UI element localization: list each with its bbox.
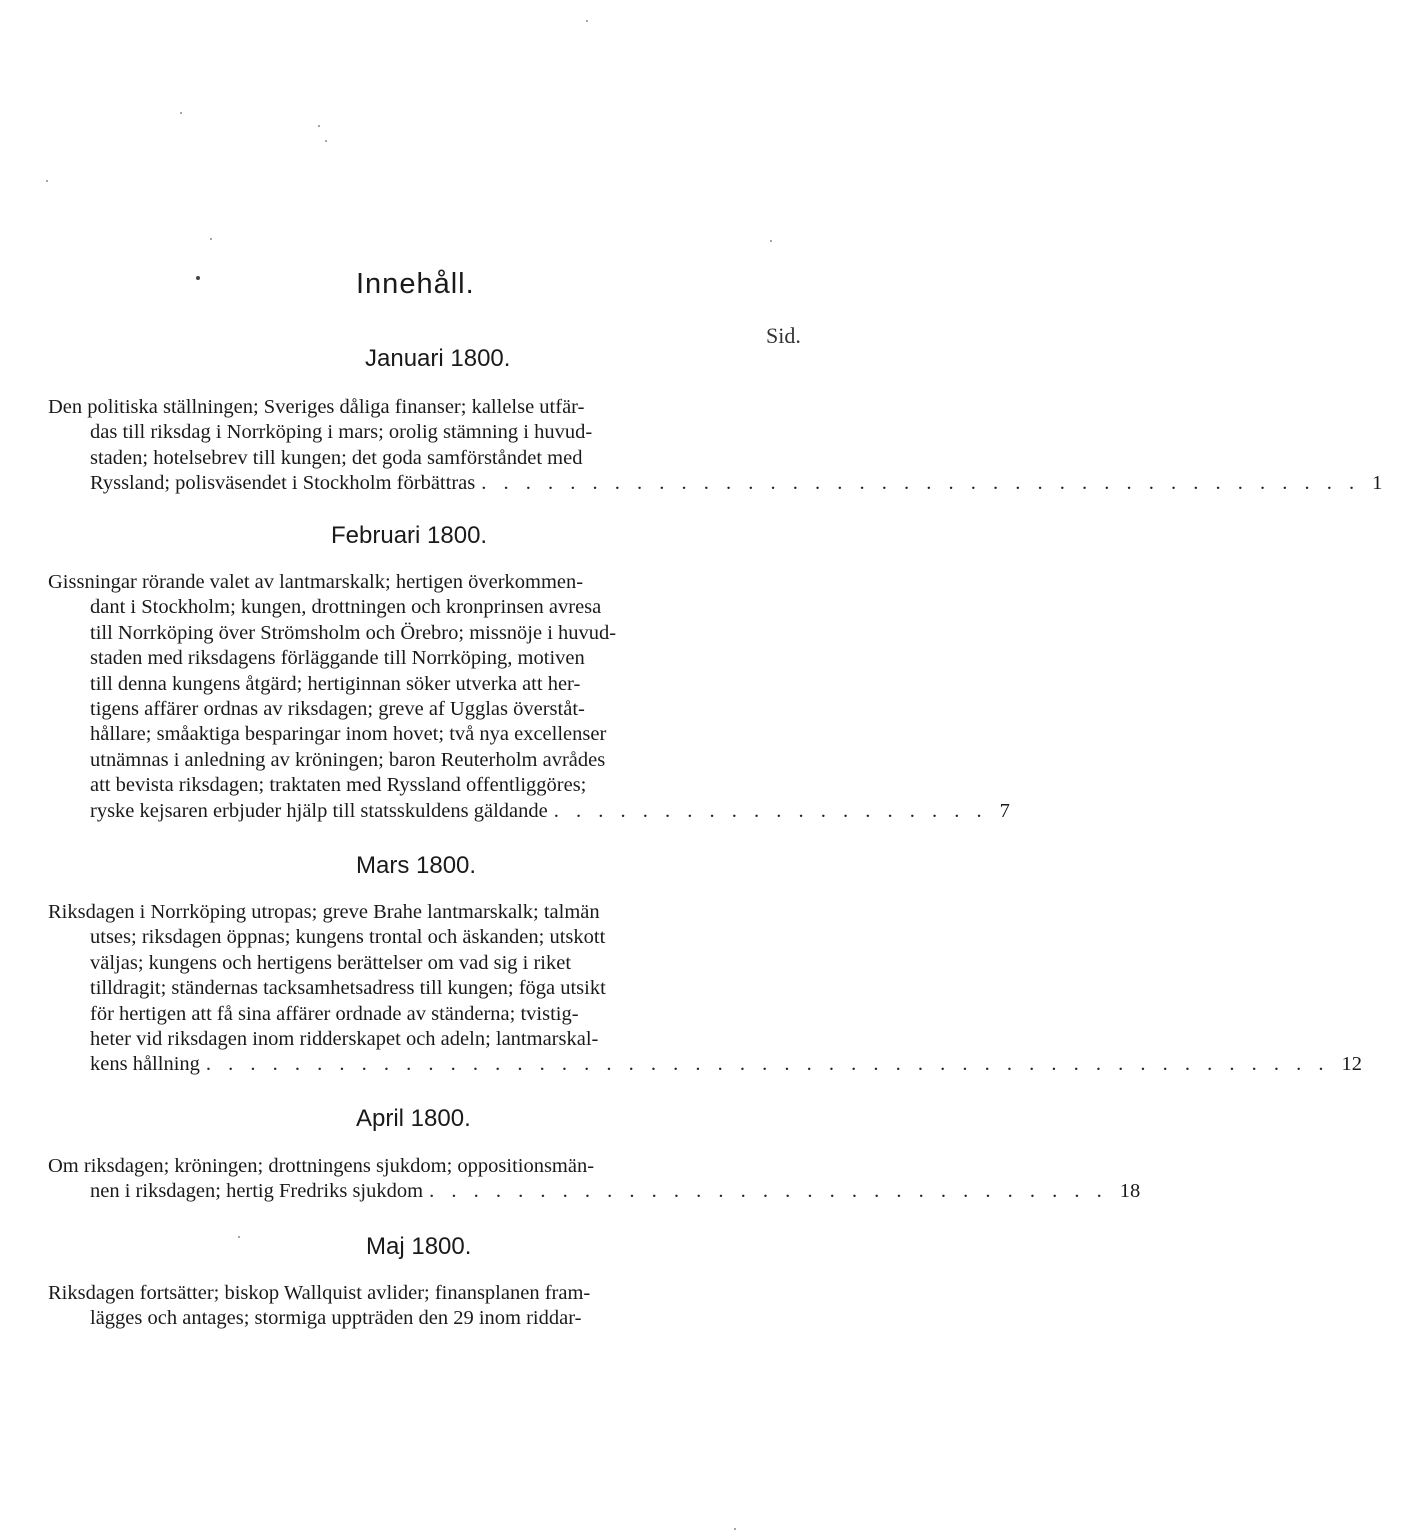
entry-text: ryske kejsaren erbjuder hjälp till statsskuldens gäldande <box>90 799 548 822</box>
page-number: 12 <box>1341 1053 1363 1076</box>
entry-line: utses; riksdagen öppnas; kungens trontal och äskanden; utskott <box>90 926 606 949</box>
entry-line: till denna kungens åtgärd; hertiginnan söker utverka att her- <box>90 672 581 695</box>
entry-line: Den politiska ställningen; Sveriges dåliga finanser; kallelse utfär- <box>48 396 585 418</box>
section-heading-april: April 1800. <box>356 1105 471 1132</box>
page-number: 18 <box>1119 1180 1141 1203</box>
section-heading-maj: Maj 1800. <box>366 1233 472 1260</box>
entry-line: för hertigen att få sina affärer ordnade av ständerna; tvistig- <box>90 1002 579 1025</box>
leader-dots: . . . . . . . . . . . . . . . . . . . . . . . . . . . . . . . <box>429 1180 1108 1203</box>
page-number: 1 <box>1372 472 1383 495</box>
scan-speck <box>180 112 182 114</box>
toc-entry-maj <box>48 1281 805 1332</box>
entry-line: tilldragit; ständernas tacksamhetsadress till kungen; föga utsikt <box>90 977 606 1000</box>
leader-dots: . . . . . . . . . . . . . . . . . . . . <box>553 799 988 822</box>
leader-dots: . . . . . . . . . . . . . . . . . . . . . . . . . . . . . . . . . . . . . . . . . . . . . . . . . . . <box>205 1053 1330 1076</box>
scan-speck <box>586 20 588 22</box>
scan-speck <box>318 125 320 127</box>
entry-line: Riksdagen fortsätter; biskop Wallquist avlider; finansplanen fram- <box>48 1282 591 1304</box>
scan-speck <box>734 1528 736 1530</box>
entry-line-last <box>48 799 1010 824</box>
scan-speck <box>196 276 200 280</box>
entry-line: till Norrköping över Strömsholm och Örebro; missnöje i huvud- <box>90 621 617 644</box>
entry-line: das till riksdag i Norrköping i mars; orolig stämning i huvud- <box>90 421 593 444</box>
entry-text: Ryssland; polisväsendet i Stockholm förbättras <box>90 472 476 495</box>
page-column-label: Sid. <box>766 323 801 348</box>
entry-line: Gissningar rörande valet av lantmarskalk; hertigen överkommen- <box>48 571 584 593</box>
entry-line: staden med riksdagens förläggande till Norrköping, motiven <box>90 647 585 670</box>
section-heading-februari: Februari 1800. <box>331 522 488 549</box>
entry-line: staden; hotelsebrev till kungen; det goda samförståndet med <box>90 446 583 469</box>
entry-line: att bevista riksdagen; traktaten med Ryssland offentliggöres; <box>90 774 587 797</box>
entry-text: nen i riksdagen; hertig Fredriks sjukdom <box>90 1180 424 1203</box>
scan-speck <box>325 140 327 142</box>
entry-line: väljas; kungens och hertigens berättelser om vad sig i riket <box>90 951 572 974</box>
entry-line: Om riksdagen; kröningen; drottningens sjukdom; oppositionsmän- <box>48 1155 595 1177</box>
page-number: 7 <box>999 799 1010 822</box>
entry-line: hållare; småaktiga besparingar inom hovet; två nya excellenser <box>90 723 607 746</box>
scan-speck <box>238 1236 240 1238</box>
scan-speck <box>770 240 772 242</box>
scan-speck <box>210 238 212 240</box>
toc-entry-april <box>48 1154 1141 1205</box>
toc-entry-mars <box>48 900 1363 1078</box>
entry-line: Riksdagen i Norrköping utropas; greve Brahe lantmarskalk; talmän <box>48 901 600 923</box>
entry-text: kens hållning <box>90 1053 200 1076</box>
entry-line: dant i Stockholm; kungen, drottningen och kronprinsen avresa <box>90 596 602 619</box>
section-heading-mars: Mars 1800. <box>356 852 477 879</box>
entry-line-last <box>48 1179 1141 1204</box>
entry-line-last <box>48 471 1383 496</box>
section-heading-januari: Januari 1800. <box>365 345 511 372</box>
leader-dots: . . . . . . . . . . . . . . . . . . . . . . . . . . . . . . . . . . . . . . . . <box>481 472 1361 495</box>
entry-line: utnämnas i anledning av kröningen; baron Reuterholm avrådes <box>90 748 606 771</box>
entry-line: heter vid riksdagen inom ridderskapet och adeln; lantmarskal- <box>90 1027 599 1050</box>
entry-line-last <box>48 1052 1363 1077</box>
page-title: Innehåll. <box>356 268 475 300</box>
toc-entry-februari <box>48 570 1010 824</box>
entry-line: tigens affärer ordnas av riksdagen; greve af Ugglas överståt- <box>90 697 585 720</box>
toc-entry-januari <box>48 395 1383 497</box>
entry-line: lägges och antages; stormiga uppträden den 29 inom riddar- <box>90 1307 582 1330</box>
scan-speck <box>46 180 48 182</box>
